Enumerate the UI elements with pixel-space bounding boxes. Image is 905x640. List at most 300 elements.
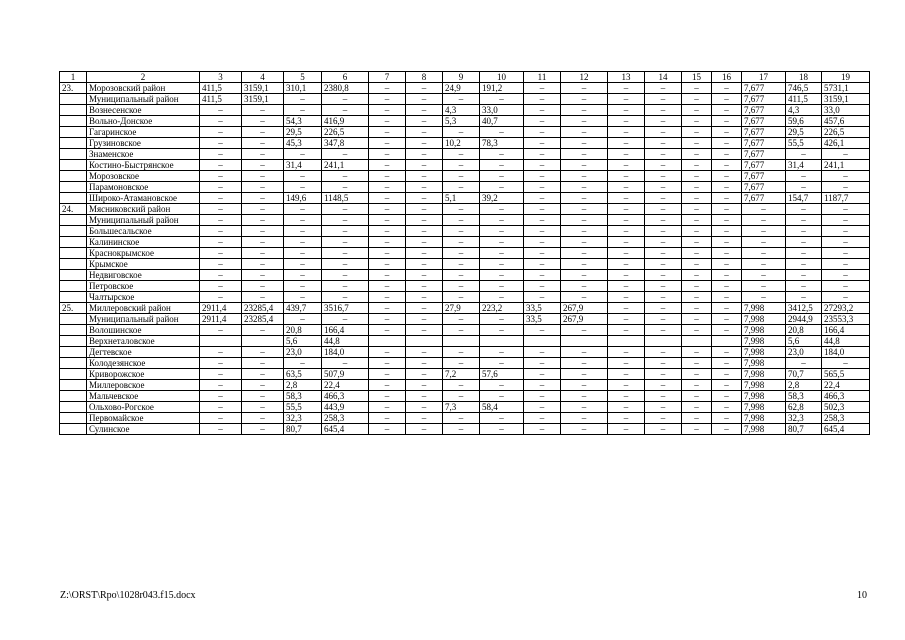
- value-cell: –: [682, 215, 712, 226]
- value-cell: –: [822, 358, 870, 369]
- table-row: [60, 380, 870, 391]
- value-cell: –: [608, 138, 645, 149]
- value-cell: –: [561, 182, 608, 193]
- value-cell: –: [524, 204, 561, 215]
- value-cell: –: [786, 182, 822, 193]
- value-cell: –: [443, 226, 480, 237]
- value-cell: 7,998: [742, 347, 786, 358]
- value-cell: –: [645, 369, 682, 380]
- table-row: [60, 149, 870, 160]
- value-cell: 645,4: [322, 424, 369, 435]
- value-cell: –: [682, 226, 712, 237]
- value-cell: –: [322, 215, 369, 226]
- value-cell: 7,677: [742, 83, 786, 94]
- value-cell: –: [524, 369, 561, 380]
- value-cell: –: [645, 127, 682, 138]
- value-cell: –: [608, 116, 645, 127]
- value-cell: –: [561, 424, 608, 435]
- value-cell: –: [369, 358, 406, 369]
- value-cell: –: [561, 270, 608, 281]
- value-cell: 1187,7: [822, 193, 870, 204]
- value-cell: 4,3: [443, 105, 480, 116]
- settlement-name-cell: Первомайское: [87, 413, 200, 424]
- value-cell: 27293,2: [822, 303, 870, 314]
- value-cell: –: [480, 248, 524, 259]
- value-cell: 258,3: [822, 413, 870, 424]
- value-cell: –: [524, 413, 561, 424]
- value-cell: –: [200, 116, 242, 127]
- value-cell: –: [608, 149, 645, 160]
- value-cell: –: [712, 105, 742, 116]
- value-cell: –: [242, 292, 284, 303]
- value-cell: –: [786, 248, 822, 259]
- table-row: [60, 248, 870, 259]
- value-cell: –: [443, 94, 480, 105]
- value-cell: 184,0: [822, 347, 870, 358]
- table-row: [60, 226, 870, 237]
- value-cell: –: [443, 391, 480, 402]
- value-cell: –: [645, 138, 682, 149]
- value-cell: –: [645, 380, 682, 391]
- value-cell: –: [786, 226, 822, 237]
- value-cell: –: [322, 248, 369, 259]
- value-cell: 4,3: [786, 105, 822, 116]
- table-row: [60, 336, 870, 347]
- value-cell: 5731,1: [822, 83, 870, 94]
- value-cell: –: [443, 270, 480, 281]
- value-cell: –: [524, 105, 561, 116]
- value-cell: 7,677: [742, 160, 786, 171]
- value-cell: –: [443, 314, 480, 325]
- value-cell: 2944,9: [786, 314, 822, 325]
- value-cell: –: [200, 358, 242, 369]
- value-cell: –: [822, 215, 870, 226]
- table-row: [60, 83, 870, 94]
- value-cell: –: [608, 303, 645, 314]
- row-number-cell: [60, 116, 87, 127]
- value-cell: –: [561, 380, 608, 391]
- value-cell: 10,2: [443, 138, 480, 149]
- value-cell: –: [561, 402, 608, 413]
- value-cell: –: [369, 303, 406, 314]
- value-cell: –: [608, 380, 645, 391]
- value-cell: –: [443, 160, 480, 171]
- row-number-cell: [60, 336, 87, 347]
- value-cell: –: [682, 391, 712, 402]
- value-cell: –: [608, 226, 645, 237]
- settlement-name-cell: Криворожское: [87, 369, 200, 380]
- value-cell: –: [200, 402, 242, 413]
- value-cell: –: [712, 402, 742, 413]
- table-row: [60, 182, 870, 193]
- value-cell: –: [712, 171, 742, 182]
- value-cell: –: [369, 116, 406, 127]
- value-cell: –: [406, 182, 443, 193]
- value-cell: –: [480, 380, 524, 391]
- value-cell: 2,8: [284, 380, 322, 391]
- value-cell: –: [200, 226, 242, 237]
- header-cell: 18: [786, 72, 822, 83]
- settlement-name-cell: Колодезянское: [87, 358, 200, 369]
- table-row: [60, 193, 870, 204]
- value-cell: –: [645, 237, 682, 248]
- value-cell: –: [561, 94, 608, 105]
- value-cell: –: [742, 292, 786, 303]
- table-row: [60, 424, 870, 435]
- value-cell: 184,0: [322, 347, 369, 358]
- row-number-cell: [60, 314, 87, 325]
- row-number-cell: [60, 138, 87, 149]
- value-cell: –: [608, 402, 645, 413]
- value-cell: –: [242, 248, 284, 259]
- value-cell: –: [682, 193, 712, 204]
- value-cell: 7,677: [742, 182, 786, 193]
- header-cell: 2: [87, 72, 200, 83]
- value-cell: –: [322, 237, 369, 248]
- value-cell: –: [369, 281, 406, 292]
- value-cell: –: [645, 204, 682, 215]
- value-cell: –: [443, 424, 480, 435]
- row-number-cell: [60, 127, 87, 138]
- value-cell: –: [608, 413, 645, 424]
- value-cell: –: [608, 215, 645, 226]
- settlement-name-cell: Грузиновское: [87, 138, 200, 149]
- value-cell: 746,5: [786, 83, 822, 94]
- value-cell: –: [822, 270, 870, 281]
- value-cell: –: [242, 171, 284, 182]
- value-cell: –: [524, 259, 561, 270]
- value-cell: 426,1: [822, 138, 870, 149]
- value-cell: –: [561, 83, 608, 94]
- value-cell: –: [443, 380, 480, 391]
- value-cell: –: [369, 347, 406, 358]
- value-cell: –: [712, 259, 742, 270]
- value-cell: –: [645, 325, 682, 336]
- value-cell: –: [322, 358, 369, 369]
- value-cell: –: [608, 358, 645, 369]
- value-cell: –: [369, 259, 406, 270]
- value-cell: –: [406, 369, 443, 380]
- value-cell: –: [645, 160, 682, 171]
- value-cell: –: [645, 105, 682, 116]
- value-cell: –: [608, 193, 645, 204]
- value-cell: –: [369, 204, 406, 215]
- value-cell: –: [608, 424, 645, 435]
- value-cell: 5,3: [443, 116, 480, 127]
- value-cell: 7,677: [742, 149, 786, 160]
- value-cell: 7,677: [742, 116, 786, 127]
- value-cell: –: [608, 182, 645, 193]
- value-cell: –: [524, 424, 561, 435]
- value-cell: –: [200, 182, 242, 193]
- value-cell: 258,3: [322, 413, 369, 424]
- table-row: [60, 259, 870, 270]
- value-cell: 7,998: [742, 402, 786, 413]
- value-cell: –: [443, 149, 480, 160]
- row-number-cell: [60, 105, 87, 116]
- value-cell: –: [608, 171, 645, 182]
- value-cell: –: [406, 270, 443, 281]
- value-cell: 347,8: [322, 138, 369, 149]
- value-cell: –: [645, 391, 682, 402]
- value-cell: –: [480, 325, 524, 336]
- header-cell: 15: [682, 72, 712, 83]
- value-cell: –: [645, 314, 682, 325]
- value-cell: –: [608, 259, 645, 270]
- value-cell: –: [200, 138, 242, 149]
- value-cell: 33,5: [524, 303, 561, 314]
- value-cell: –: [786, 149, 822, 160]
- table-row: [60, 127, 870, 138]
- value-cell: –: [242, 402, 284, 413]
- value-cell: –: [242, 424, 284, 435]
- value-cell: 5,6: [786, 336, 822, 347]
- value-cell: 70,7: [786, 369, 822, 380]
- value-cell: –: [284, 281, 322, 292]
- value-cell: –: [742, 270, 786, 281]
- value-cell: –: [712, 347, 742, 358]
- value-cell: 80,7: [786, 424, 822, 435]
- settlement-name-cell: Парамоновское: [87, 182, 200, 193]
- value-cell: –: [608, 292, 645, 303]
- value-cell: 23285,4: [242, 303, 284, 314]
- table-row: [60, 237, 870, 248]
- value-cell: –: [406, 424, 443, 435]
- value-cell: –: [561, 248, 608, 259]
- value-cell: –: [369, 182, 406, 193]
- settlement-name-cell: Морозовский район: [87, 83, 200, 94]
- value-cell: 22,4: [322, 380, 369, 391]
- value-cell: –: [242, 105, 284, 116]
- value-cell: –: [322, 226, 369, 237]
- value-cell: –: [524, 94, 561, 105]
- table-row: [60, 413, 870, 424]
- value-cell: 241,1: [822, 160, 870, 171]
- value-cell: –: [645, 94, 682, 105]
- table-header: [60, 72, 870, 83]
- table-row: [60, 303, 870, 314]
- value-cell: –: [369, 83, 406, 94]
- value-cell: –: [406, 226, 443, 237]
- value-cell: –: [561, 237, 608, 248]
- value-cell: –: [443, 171, 480, 182]
- value-cell: –: [480, 413, 524, 424]
- value-cell: –: [645, 182, 682, 193]
- value-cell: –: [242, 138, 284, 149]
- settlement-name-cell: Гагаринское: [87, 127, 200, 138]
- value-cell: –: [242, 391, 284, 402]
- value-cell: –: [322, 270, 369, 281]
- value-cell: –: [284, 94, 322, 105]
- value-cell: 7,998: [742, 369, 786, 380]
- value-cell: –: [200, 127, 242, 138]
- value-cell: –: [242, 281, 284, 292]
- value-cell: –: [200, 391, 242, 402]
- value-cell: –: [645, 347, 682, 358]
- settlement-name-cell: Широко-Атамановское: [87, 193, 200, 204]
- value-cell: –: [480, 160, 524, 171]
- value-cell: –: [608, 83, 645, 94]
- value-cell: –: [561, 127, 608, 138]
- value-cell: –: [524, 358, 561, 369]
- value-cell: –: [682, 347, 712, 358]
- settlement-name-cell: Дегтевское: [87, 347, 200, 358]
- value-cell: –: [561, 325, 608, 336]
- value-cell: 457,6: [822, 116, 870, 127]
- value-cell: 29,5: [284, 127, 322, 138]
- value-cell: –: [524, 281, 561, 292]
- value-cell: –: [480, 94, 524, 105]
- value-cell: –: [284, 314, 322, 325]
- value-cell: –: [524, 380, 561, 391]
- value-cell: –: [682, 259, 712, 270]
- value-cell: –: [322, 149, 369, 160]
- value-cell: 166,4: [322, 325, 369, 336]
- row-number-cell: [60, 391, 87, 402]
- value-cell: –: [645, 116, 682, 127]
- value-cell: –: [406, 237, 443, 248]
- value-cell: –: [561, 413, 608, 424]
- value-cell: –: [561, 116, 608, 127]
- value-cell: –: [200, 424, 242, 435]
- value-cell: 45,3: [284, 138, 322, 149]
- value-cell: –: [369, 171, 406, 182]
- value-cell: –: [200, 248, 242, 259]
- value-cell: –: [406, 149, 443, 160]
- value-cell: –: [443, 358, 480, 369]
- value-cell: 7,998: [742, 314, 786, 325]
- value-cell: 32,3: [284, 413, 322, 424]
- value-cell: –: [682, 325, 712, 336]
- value-cell: –: [682, 413, 712, 424]
- value-cell: –: [322, 259, 369, 270]
- value-cell: –: [682, 424, 712, 435]
- value-cell: 58,4: [480, 402, 524, 413]
- table-row: [60, 402, 870, 413]
- settlement-name-cell: Краснокрымское: [87, 248, 200, 259]
- value-cell: –: [242, 270, 284, 281]
- value-cell: –: [322, 171, 369, 182]
- value-cell: –: [443, 204, 480, 215]
- header-cell: 14: [645, 72, 682, 83]
- value-cell: –: [443, 292, 480, 303]
- table-row: [60, 116, 870, 127]
- settlement-name-cell: Волошинское: [87, 325, 200, 336]
- value-cell: –: [443, 215, 480, 226]
- value-cell: –: [822, 292, 870, 303]
- value-cell: –: [712, 292, 742, 303]
- row-number-cell: [60, 259, 87, 270]
- value-cell: [369, 336, 406, 347]
- value-cell: –: [480, 358, 524, 369]
- header-cell: 6: [322, 72, 369, 83]
- value-cell: –: [406, 292, 443, 303]
- row-number-cell: [60, 292, 87, 303]
- value-cell: –: [645, 402, 682, 413]
- value-cell: –: [682, 303, 712, 314]
- value-cell: 44,8: [322, 336, 369, 347]
- value-cell: –: [682, 248, 712, 259]
- value-cell: –: [406, 380, 443, 391]
- value-cell: 78,3: [480, 138, 524, 149]
- value-cell: 439,7: [284, 303, 322, 314]
- value-cell: –: [712, 380, 742, 391]
- value-cell: –: [369, 292, 406, 303]
- table-row: [60, 391, 870, 402]
- value-cell: –: [322, 105, 369, 116]
- value-cell: –: [443, 237, 480, 248]
- value-cell: –: [561, 369, 608, 380]
- value-cell: –: [480, 182, 524, 193]
- table-row: [60, 347, 870, 358]
- value-cell: 23,0: [786, 347, 822, 358]
- value-cell: –: [406, 259, 443, 270]
- value-cell: –: [242, 160, 284, 171]
- value-cell: –: [369, 270, 406, 281]
- value-cell: 443,9: [322, 402, 369, 413]
- settlement-name-cell: Калининское: [87, 237, 200, 248]
- value-cell: –: [524, 83, 561, 94]
- header-cell: 7: [369, 72, 406, 83]
- value-cell: –: [242, 226, 284, 237]
- value-cell: –: [406, 83, 443, 94]
- value-cell: –: [406, 402, 443, 413]
- value-cell: –: [406, 391, 443, 402]
- header-cell: 19: [822, 72, 870, 83]
- value-cell: –: [406, 358, 443, 369]
- value-cell: –: [682, 116, 712, 127]
- table-row: [60, 281, 870, 292]
- value-cell: 59,6: [786, 116, 822, 127]
- value-cell: –: [369, 391, 406, 402]
- value-cell: –: [200, 105, 242, 116]
- value-cell: –: [712, 281, 742, 292]
- value-cell: –: [284, 259, 322, 270]
- value-cell: 7,998: [742, 391, 786, 402]
- value-cell: –: [524, 215, 561, 226]
- value-cell: –: [284, 226, 322, 237]
- value-cell: 24,9: [443, 83, 480, 94]
- value-cell: –: [480, 204, 524, 215]
- value-cell: 3159,1: [242, 94, 284, 105]
- row-number-cell: [60, 226, 87, 237]
- value-cell: –: [682, 83, 712, 94]
- value-cell: –: [682, 369, 712, 380]
- table-row: [60, 292, 870, 303]
- value-cell: –: [242, 149, 284, 160]
- row-number-cell: 24.: [60, 204, 87, 215]
- value-cell: –: [561, 347, 608, 358]
- row-number-cell: [60, 94, 87, 105]
- value-cell: –: [369, 369, 406, 380]
- value-cell: –: [480, 281, 524, 292]
- value-cell: –: [608, 94, 645, 105]
- value-cell: –: [682, 105, 712, 116]
- value-cell: –: [608, 127, 645, 138]
- value-cell: –: [406, 138, 443, 149]
- header-cell: 12: [561, 72, 608, 83]
- value-cell: 7,998: [742, 424, 786, 435]
- value-cell: 241,1: [322, 160, 369, 171]
- value-cell: –: [561, 281, 608, 292]
- table-row: [60, 358, 870, 369]
- value-cell: –: [524, 237, 561, 248]
- value-cell: –: [645, 281, 682, 292]
- value-cell: –: [200, 369, 242, 380]
- value-cell: 267,9: [561, 314, 608, 325]
- value-cell: –: [242, 237, 284, 248]
- value-cell: 3516,7: [322, 303, 369, 314]
